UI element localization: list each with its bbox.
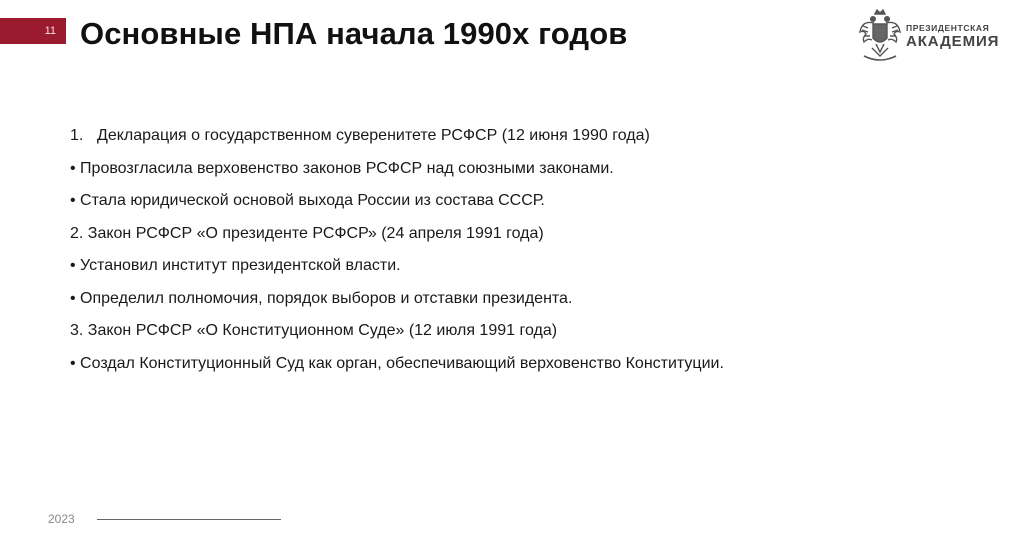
list-item-text: Декларация о государственном суверенитете РСФСР (12 июня 1990 года) (97, 127, 650, 144)
slide-title: Основные НПА начала 1990х годов (80, 16, 628, 51)
logo (858, 8, 998, 66)
logo-text-line2: АКАДЕМИЯ (906, 33, 1000, 50)
list-item-1 (70, 126, 970, 145)
list-item-6: • Определил полномочия, порядок выборов и отставки президента. (70, 289, 573, 307)
list-item-number: 1. (70, 127, 84, 144)
logo-text (906, 23, 999, 50)
eagle-emblem-icon (858, 8, 902, 62)
logo-text-line1: ПРЕЗИДЕНТСКАЯ (906, 23, 990, 33)
list-item-3: • Стала юридической основой выхода России из состава СССР. (70, 192, 545, 209)
content-list (70, 126, 970, 386)
footer-year: 2023 (48, 512, 75, 526)
footer-divider (97, 519, 281, 520)
page-number-badge: 11 (0, 18, 66, 44)
list-item-4: 2. Закон РСФСР «О президенте РСФСР» (24 апреля 1991 года) (70, 224, 544, 242)
list-item-2: • Провозгласила верховенство законов РСФСР над союзными законами. (70, 159, 614, 177)
list-item-8: • Создал Конституционный Суд как орган, обеспечивающий верховенство Конституции. (70, 354, 724, 372)
list-item-7: 3. Закон РСФСР «О Конституционном Суде» (12 июля 1991 года) (70, 322, 558, 339)
list-item-5: • Установил институт президентской власти. (70, 257, 401, 274)
